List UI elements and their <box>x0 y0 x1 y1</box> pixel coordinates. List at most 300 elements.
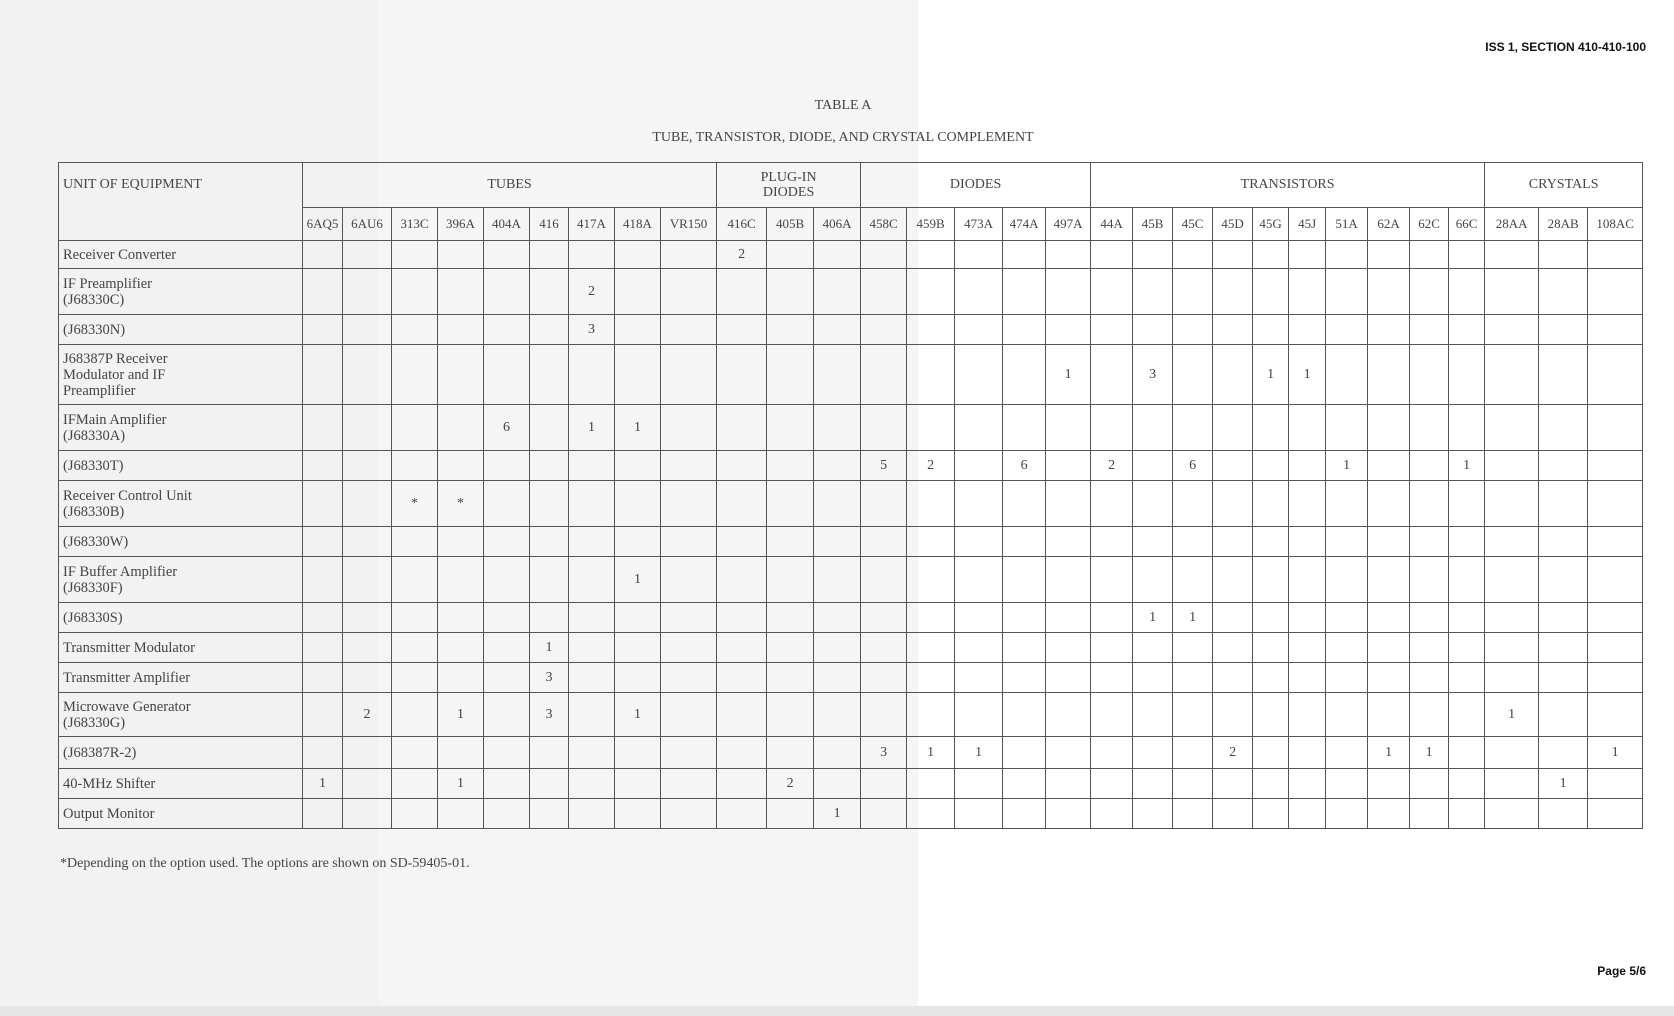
cell-418a <box>615 663 661 693</box>
cell-497a: 1 <box>1046 345 1091 405</box>
cell-28ab <box>1539 557 1588 603</box>
cell-405b: 2 <box>767 769 814 799</box>
cell-45j <box>1289 663 1326 693</box>
cell-6aq5 <box>303 345 343 405</box>
cell-458c <box>861 241 907 269</box>
cell-45c <box>1173 345 1213 405</box>
cell-417a <box>569 799 615 829</box>
cell-108ac <box>1588 799 1643 829</box>
unit-name-cell: Microwave Generator (J68330G) <box>59 693 303 737</box>
table-row <box>59 345 1643 405</box>
cell-6aq5 <box>303 241 343 269</box>
cell-474a <box>1003 557 1046 603</box>
cell-45g <box>1253 481 1289 527</box>
cell-474a <box>1003 241 1046 269</box>
unit-name-cell: IFMain Amplifier (J68330A) <box>59 405 303 451</box>
cell-51a <box>1326 405 1368 451</box>
cell-45c <box>1173 557 1213 603</box>
column-header-473a: 473A <box>955 208 1003 241</box>
cell-416c <box>717 557 767 603</box>
cell-459b <box>907 527 955 557</box>
cell-66c <box>1449 799 1485 829</box>
cell-45c: 6 <box>1173 451 1213 481</box>
cell-45j <box>1289 737 1326 769</box>
cell-473a: 1 <box>955 737 1003 769</box>
cell-28aa <box>1485 481 1539 527</box>
cell-417a <box>569 663 615 693</box>
cell-458c <box>861 527 907 557</box>
column-header-313c: 313C <box>392 208 438 241</box>
cell-vr150 <box>661 315 717 345</box>
cell-473a <box>955 405 1003 451</box>
cell-459b: 2 <box>907 451 955 481</box>
cell-405b <box>767 693 814 737</box>
cell-458c: 5 <box>861 451 907 481</box>
cell-45b <box>1133 799 1173 829</box>
cell-406a <box>814 693 861 737</box>
cell-6au6 <box>343 633 392 663</box>
section-header: ISS 1, SECTION 410-410-100 <box>1485 40 1646 54</box>
cell-44a <box>1091 481 1133 527</box>
cell-45j <box>1289 315 1326 345</box>
cell-44a <box>1091 737 1133 769</box>
cell-45c <box>1173 241 1213 269</box>
table-row <box>59 799 1643 829</box>
cell-473a <box>955 603 1003 633</box>
cell-45c <box>1173 663 1213 693</box>
cell-418a <box>615 799 661 829</box>
cell-51a <box>1326 693 1368 737</box>
cell-vr150 <box>661 557 717 603</box>
cell-458c <box>861 315 907 345</box>
cell-416: 1 <box>530 633 569 663</box>
unit-name-cell: (J68387R-2) <box>59 737 303 769</box>
cell-497a <box>1046 241 1091 269</box>
cell-62c <box>1410 769 1449 799</box>
cell-474a <box>1003 269 1046 315</box>
cell-62a <box>1368 481 1410 527</box>
cell-45c: 1 <box>1173 603 1213 633</box>
cell-45j <box>1289 603 1326 633</box>
cell-417a <box>569 769 615 799</box>
cell-108ac <box>1588 269 1643 315</box>
cell-vr150 <box>661 527 717 557</box>
cell-404a <box>484 693 530 737</box>
cell-396a <box>438 241 484 269</box>
cell-45b <box>1133 241 1173 269</box>
cell-417a <box>569 527 615 557</box>
cell-418a <box>615 345 661 405</box>
cell-458c <box>861 799 907 829</box>
cell-459b <box>907 663 955 693</box>
cell-416 <box>530 269 569 315</box>
cell-6aq5 <box>303 269 343 315</box>
cell-28aa <box>1485 737 1539 769</box>
cell-473a <box>955 481 1003 527</box>
cell-28aa <box>1485 405 1539 451</box>
cell-458c <box>861 693 907 737</box>
cell-45d <box>1213 481 1253 527</box>
cell-45g <box>1253 663 1289 693</box>
cell-418a <box>615 737 661 769</box>
cell-6aq5 <box>303 737 343 769</box>
cell-44a <box>1091 527 1133 557</box>
cell-62a <box>1368 405 1410 451</box>
cell-45c <box>1173 269 1213 315</box>
cell-62c: 1 <box>1410 737 1449 769</box>
cell-459b <box>907 405 955 451</box>
cell-416 <box>530 241 569 269</box>
cell-108ac <box>1588 663 1643 693</box>
cell-108ac <box>1588 527 1643 557</box>
cell-416 <box>530 315 569 345</box>
cell-405b <box>767 737 814 769</box>
table-row <box>59 315 1643 345</box>
table-body <box>59 241 1643 829</box>
cell-45g <box>1253 557 1289 603</box>
cell-473a <box>955 633 1003 663</box>
cell-313c <box>392 557 438 603</box>
cell-45d <box>1213 527 1253 557</box>
cell-406a <box>814 633 861 663</box>
cell-62a <box>1368 799 1410 829</box>
cell-62c <box>1410 345 1449 405</box>
cell-497a <box>1046 769 1091 799</box>
cell-51a <box>1326 269 1368 315</box>
cell-405b <box>767 241 814 269</box>
cell-6aq5 <box>303 451 343 481</box>
cell-51a <box>1326 315 1368 345</box>
cell-396a <box>438 451 484 481</box>
column-header-45d: 45D <box>1213 208 1253 241</box>
column-header-497a: 497A <box>1046 208 1091 241</box>
table-title: TUBE, TRANSISTOR, DIODE, AND CRYSTAL COMPLEMENT <box>652 130 1034 145</box>
cell-51a <box>1326 557 1368 603</box>
cell-497a <box>1046 269 1091 315</box>
cell-497a <box>1046 737 1091 769</box>
cell-108ac <box>1588 633 1643 663</box>
cell-vr150 <box>661 481 717 527</box>
cell-418a <box>615 603 661 633</box>
unit-name-cell: Receiver Control Unit (J68330B) <box>59 481 303 527</box>
cell-313c <box>392 603 438 633</box>
cell-416: 3 <box>530 663 569 693</box>
cell-45d <box>1213 769 1253 799</box>
cell-44a <box>1091 405 1133 451</box>
cell-66c <box>1449 315 1485 345</box>
cell-417a <box>569 557 615 603</box>
cell-45j <box>1289 693 1326 737</box>
table-row <box>59 405 1643 451</box>
cell-28aa <box>1485 527 1539 557</box>
cell-417a: 1 <box>569 405 615 451</box>
group-header-plug-in-diodes: PLUG-IN DIODES <box>717 163 861 208</box>
cell-406a <box>814 481 861 527</box>
cell-396a <box>438 315 484 345</box>
cell-51a <box>1326 603 1368 633</box>
table-row <box>59 269 1643 315</box>
cell-108ac <box>1588 481 1643 527</box>
complement-table-container <box>58 162 1642 829</box>
cell-66c <box>1449 481 1485 527</box>
column-header-45c: 45C <box>1173 208 1213 241</box>
cell-497a <box>1046 663 1091 693</box>
cell-458c <box>861 405 907 451</box>
cell-62a <box>1368 603 1410 633</box>
cell-51a: 1 <box>1326 451 1368 481</box>
cell-28ab <box>1539 481 1588 527</box>
cell-45d <box>1213 633 1253 663</box>
cell-6au6 <box>343 481 392 527</box>
cell-108ac <box>1588 769 1643 799</box>
cell-417a: 2 <box>569 269 615 315</box>
cell-416c <box>717 315 767 345</box>
unit-name-cell: Output Monitor <box>59 799 303 829</box>
cell-418a: 1 <box>615 405 661 451</box>
table-row <box>59 451 1643 481</box>
cell-6au6 <box>343 737 392 769</box>
cell-418a <box>615 451 661 481</box>
cell-497a <box>1046 633 1091 663</box>
cell-108ac <box>1588 557 1643 603</box>
cell-6au6: 2 <box>343 693 392 737</box>
cell-28aa <box>1485 557 1539 603</box>
cell-62c <box>1410 315 1449 345</box>
column-header-406a: 406A <box>814 208 861 241</box>
cell-45d <box>1213 451 1253 481</box>
cell-44a <box>1091 693 1133 737</box>
cell-474a <box>1003 769 1046 799</box>
cell-458c <box>861 633 907 663</box>
cell-51a <box>1326 527 1368 557</box>
cell-418a <box>615 269 661 315</box>
cell-45d <box>1213 405 1253 451</box>
cell-51a <box>1326 769 1368 799</box>
cell-62a <box>1368 633 1410 663</box>
cell-404a <box>484 269 530 315</box>
cell-6au6 <box>343 345 392 405</box>
cell-45g <box>1253 527 1289 557</box>
cell-6aq5 <box>303 663 343 693</box>
cell-45c <box>1173 799 1213 829</box>
cell-45c <box>1173 315 1213 345</box>
cell-62c <box>1410 693 1449 737</box>
cell-66c <box>1449 603 1485 633</box>
cell-44a <box>1091 799 1133 829</box>
cell-458c <box>861 769 907 799</box>
cell-497a <box>1046 693 1091 737</box>
cell-458c <box>861 663 907 693</box>
cell-vr150 <box>661 693 717 737</box>
cell-497a <box>1046 557 1091 603</box>
cell-62a <box>1368 527 1410 557</box>
cell-416 <box>530 769 569 799</box>
cell-66c <box>1449 693 1485 737</box>
cell-406a <box>814 603 861 633</box>
cell-313c <box>392 241 438 269</box>
cell-404a <box>484 315 530 345</box>
cell-vr150 <box>661 269 717 315</box>
cell-406a <box>814 527 861 557</box>
cell-108ac <box>1588 345 1643 405</box>
cell-396a: 1 <box>438 693 484 737</box>
cell-458c <box>861 269 907 315</box>
cell-45j <box>1289 451 1326 481</box>
cell-404a <box>484 769 530 799</box>
cell-45j <box>1289 527 1326 557</box>
table-row <box>59 527 1643 557</box>
cell-497a <box>1046 405 1091 451</box>
column-header-396a: 396A <box>438 208 484 241</box>
cell-6aq5 <box>303 527 343 557</box>
cell-28aa <box>1485 315 1539 345</box>
cell-396a <box>438 269 484 315</box>
cell-45b <box>1133 405 1173 451</box>
cell-vr150 <box>661 663 717 693</box>
cell-66c: 1 <box>1449 451 1485 481</box>
cell-313c <box>392 315 438 345</box>
cell-473a <box>955 769 1003 799</box>
column-header-62a: 62A <box>1368 208 1410 241</box>
cell-418a <box>615 633 661 663</box>
cell-45j <box>1289 241 1326 269</box>
cell-404a: 6 <box>484 405 530 451</box>
column-header-416c: 416C <box>717 208 767 241</box>
cell-62a: 1 <box>1368 737 1410 769</box>
column-header-44a: 44A <box>1091 208 1133 241</box>
cell-45d <box>1213 269 1253 315</box>
cell-62c <box>1410 603 1449 633</box>
table-row <box>59 633 1643 663</box>
cell-459b <box>907 633 955 663</box>
cell-28ab <box>1539 633 1588 663</box>
cell-406a <box>814 557 861 603</box>
cell-416 <box>530 603 569 633</box>
cell-44a <box>1091 315 1133 345</box>
column-header-474a: 474A <box>1003 208 1046 241</box>
cell-45b <box>1133 481 1173 527</box>
cell-45g <box>1253 315 1289 345</box>
table-row <box>59 241 1643 269</box>
cell-28ab <box>1539 737 1588 769</box>
cell-405b <box>767 633 814 663</box>
cell-45b <box>1133 663 1173 693</box>
cell-108ac <box>1588 451 1643 481</box>
cell-406a <box>814 269 861 315</box>
cell-474a <box>1003 345 1046 405</box>
cell-405b <box>767 557 814 603</box>
cell-45d: 2 <box>1213 737 1253 769</box>
cell-474a <box>1003 405 1046 451</box>
cell-28aa <box>1485 799 1539 829</box>
cell-51a <box>1326 737 1368 769</box>
cell-459b <box>907 269 955 315</box>
cell-vr150 <box>661 345 717 405</box>
bottom-edge <box>0 1006 1674 1016</box>
cell-416c <box>717 269 767 315</box>
cell-417a <box>569 737 615 769</box>
cell-474a <box>1003 799 1046 829</box>
cell-6au6 <box>343 769 392 799</box>
column-header-405b: 405B <box>767 208 814 241</box>
cell-404a <box>484 481 530 527</box>
cell-6au6 <box>343 527 392 557</box>
cell-44a: 2 <box>1091 451 1133 481</box>
cell-417a: 3 <box>569 315 615 345</box>
cell-45g <box>1253 693 1289 737</box>
cell-406a <box>814 241 861 269</box>
column-header-6aq5: 6AQ5 <box>303 208 343 241</box>
cell-vr150 <box>661 799 717 829</box>
cell-404a <box>484 527 530 557</box>
unit-name-cell: IF Preamplifier (J68330C) <box>59 269 303 315</box>
cell-6aq5 <box>303 315 343 345</box>
cell-45d <box>1213 693 1253 737</box>
cell-45d <box>1213 799 1253 829</box>
cell-459b <box>907 557 955 603</box>
cell-28aa <box>1485 269 1539 315</box>
cell-405b <box>767 405 814 451</box>
cell-313c <box>392 345 438 405</box>
cell-45b: 1 <box>1133 603 1173 633</box>
cell-406a <box>814 451 861 481</box>
cell-45d <box>1213 603 1253 633</box>
cell-405b <box>767 603 814 633</box>
cell-417a <box>569 451 615 481</box>
cell-459b <box>907 315 955 345</box>
cell-44a <box>1091 633 1133 663</box>
cell-406a <box>814 663 861 693</box>
cell-28ab <box>1539 451 1588 481</box>
cell-459b <box>907 345 955 405</box>
cell-458c <box>861 481 907 527</box>
cell-62a <box>1368 663 1410 693</box>
cell-6au6 <box>343 315 392 345</box>
cell-497a <box>1046 481 1091 527</box>
cell-416c <box>717 663 767 693</box>
cell-417a <box>569 241 615 269</box>
cell-66c <box>1449 737 1485 769</box>
cell-62a <box>1368 269 1410 315</box>
unit-of-equipment-header: UNIT OF EQUIPMENT <box>59 163 303 241</box>
cell-6aq5 <box>303 405 343 451</box>
cell-28aa <box>1485 663 1539 693</box>
cell-66c <box>1449 241 1485 269</box>
cell-44a <box>1091 241 1133 269</box>
group-header-tubes: TUBES <box>303 163 717 208</box>
cell-416c: 2 <box>717 241 767 269</box>
cell-28ab <box>1539 799 1588 829</box>
cell-62c <box>1410 241 1449 269</box>
cell-416c <box>717 799 767 829</box>
cell-6au6 <box>343 799 392 829</box>
cell-473a <box>955 799 1003 829</box>
cell-28aa <box>1485 633 1539 663</box>
group-header-row <box>59 163 1643 208</box>
cell-45d <box>1213 557 1253 603</box>
cell-45g <box>1253 633 1289 663</box>
cell-497a <box>1046 799 1091 829</box>
cell-405b <box>767 269 814 315</box>
cell-459b: 1 <box>907 737 955 769</box>
cell-44a <box>1091 345 1133 405</box>
cell-404a <box>484 663 530 693</box>
cell-313c <box>392 663 438 693</box>
cell-28ab: 1 <box>1539 769 1588 799</box>
cell-396a <box>438 603 484 633</box>
cell-45g <box>1253 799 1289 829</box>
cell-416c <box>717 451 767 481</box>
